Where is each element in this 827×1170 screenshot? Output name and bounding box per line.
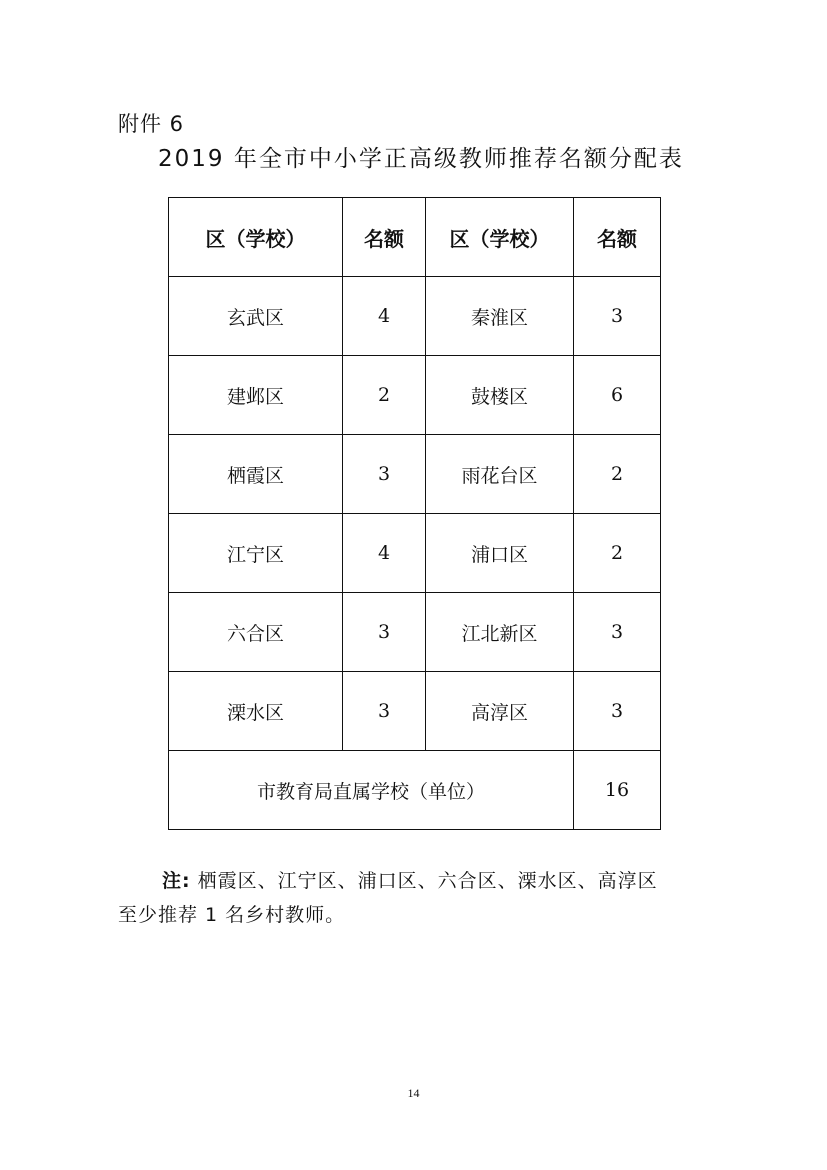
- quota-cell: 4: [343, 514, 426, 593]
- table-footer-row: [169, 751, 661, 830]
- district-cell: 高淳区: [426, 672, 574, 751]
- note-label: 注:: [162, 870, 191, 892]
- table-row: [169, 356, 661, 435]
- quota-allocation-table: [168, 197, 661, 830]
- note-first-line: [118, 864, 718, 898]
- district-cell: 栖霞区: [169, 435, 343, 514]
- district-cell: 鼓楼区: [426, 356, 574, 435]
- header-quota-b: 名额: [574, 198, 661, 277]
- quota-cell: 2: [574, 514, 661, 593]
- quota-cell: 3: [343, 672, 426, 751]
- table-row: [169, 277, 661, 356]
- district-cell: 江北新区: [426, 593, 574, 672]
- district-cell: 浦口区: [426, 514, 574, 593]
- header-district-a: 区（学校）: [169, 198, 343, 277]
- district-cell: 雨花台区: [426, 435, 574, 514]
- quota-cell: 3: [574, 277, 661, 356]
- quota-cell: 2: [343, 356, 426, 435]
- quota-cell: 3: [574, 672, 661, 751]
- header-quota-a: 名额: [343, 198, 426, 277]
- district-cell: 溧水区: [169, 672, 343, 751]
- district-cell: 六合区: [169, 593, 343, 672]
- direct-schools-label: 市教育局直属学校（单位）: [169, 751, 574, 830]
- table-header-row: [169, 198, 661, 277]
- table-row: [169, 514, 661, 593]
- table-row: [169, 435, 661, 514]
- note-text-line1: 栖霞区、江宁区、浦口区、六合区、溧水区、高淳区: [197, 870, 658, 892]
- document-title: 2019 年全市中小学正高级教师推荐名额分配表: [158, 146, 684, 172]
- header-district-b: 区（学校）: [426, 198, 574, 277]
- quota-cell: 6: [574, 356, 661, 435]
- district-cell: 玄武区: [169, 277, 343, 356]
- direct-schools-quota: 16: [574, 751, 661, 830]
- quota-cell: 3: [574, 593, 661, 672]
- table-row: [169, 672, 661, 751]
- quota-cell: 2: [574, 435, 661, 514]
- district-cell: 秦淮区: [426, 277, 574, 356]
- district-cell: 建邺区: [169, 356, 343, 435]
- quota-cell: 4: [343, 277, 426, 356]
- attachment-label: 附件 6: [118, 112, 185, 136]
- table-row: [169, 593, 661, 672]
- district-cell: 江宁区: [169, 514, 343, 593]
- note-text-line2: 至少推荐 1 名乡村教师。: [118, 904, 346, 926]
- note-paragraph: [118, 864, 718, 932]
- page-number: 14: [407, 1086, 420, 1100]
- quota-cell: 3: [343, 435, 426, 514]
- quota-cell: 3: [343, 593, 426, 672]
